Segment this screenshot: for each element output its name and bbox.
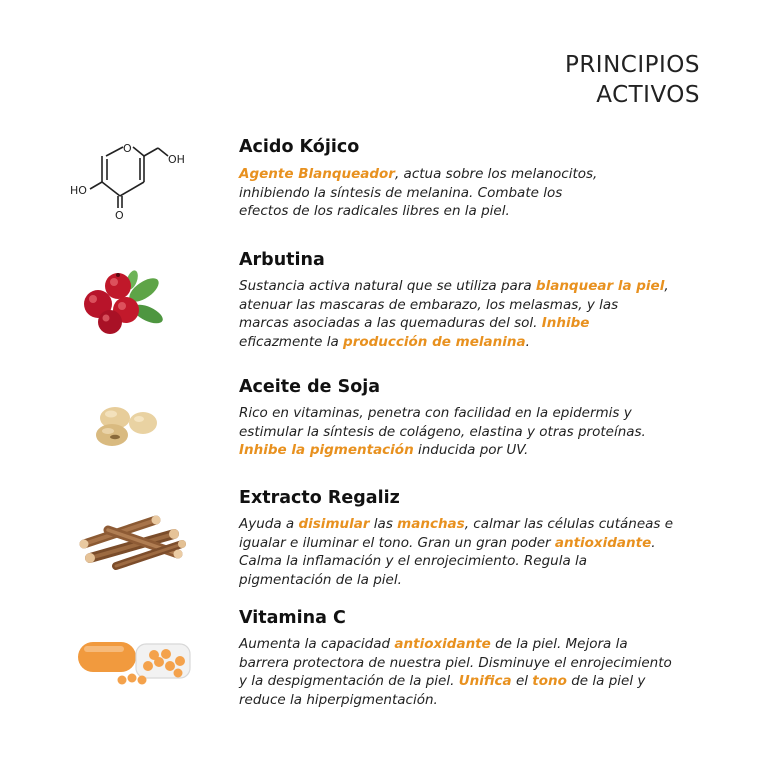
page-title [470, 50, 700, 110]
description-text: efectos de los radicales libres en la piel. [239, 203, 510, 219]
highlight-text: Agente Blanqueador [239, 166, 395, 182]
cranberries-icon [74, 262, 174, 340]
description-text: . [651, 534, 656, 551]
description-text: Ayuda a [239, 516, 299, 532]
ingredient-description [239, 404, 719, 460]
ingredient-description [239, 515, 719, 589]
molecule-label-ho-left: HO [70, 184, 87, 197]
kojic-acid-molecule-icon [60, 138, 200, 223]
page-title-line-1: PRINCIPIOS [564, 52, 700, 78]
highlight-text: blanquear la piel [535, 278, 665, 294]
description-text: , calmar las células cutáneas e [464, 516, 674, 532]
description-text: reduce la hiperpigmentación. [239, 691, 438, 708]
highlight-text: disimular [298, 516, 370, 532]
description-text: pigmentación de la piel. [239, 571, 402, 588]
ingredient-title: Arbutina [239, 250, 325, 270]
description-text: barrera protectora de nuestra piel. Disminuye el enrojecimiento [239, 654, 672, 671]
description-text: inhibiendo la síntesis de melanina. Combate los [239, 184, 563, 201]
highlight-text: producción de melanina [343, 333, 526, 350]
molecule-label-oh-top: OH [168, 153, 185, 166]
description-text: igualar e iluminar el tono. Gran un gran poder [239, 534, 555, 551]
description-text: marcas asociadas a las quemaduras del sol. [239, 315, 542, 331]
description-text: el [511, 673, 533, 689]
ingredient-description [239, 165, 719, 221]
description-text: y la despigmentación de la piel. [239, 673, 459, 689]
description-text: , [664, 278, 669, 294]
soybeans-icon [88, 398, 168, 454]
description-text: estimular la síntesis de colágeno, elastina y otras proteínas. [239, 423, 646, 440]
highlight-text: antioxidante [554, 534, 652, 551]
highlight-text: Inhibe [541, 315, 590, 331]
highlight-text: manchas [397, 516, 465, 532]
molecule-label-o-ring: O [123, 142, 132, 155]
description-text: Aumenta la capacidad [239, 636, 395, 652]
ingredient-title: Vitamina C [239, 608, 346, 628]
description-text: de la piel. Mejora la [490, 636, 628, 652]
ingredient-title: Acido Kójico [239, 137, 360, 157]
description-text: , actua sobre los melanocitos, [394, 166, 598, 182]
description-text: atenuar las mascaras de embarazo, los melasmas, y las [239, 296, 619, 313]
description-text: las [369, 516, 398, 532]
licorice-root-icon [70, 508, 190, 578]
ingredient-description [239, 635, 719, 709]
description-text: Calma la inflamación y el enrojecimiento. Regula la [239, 553, 588, 569]
highlight-text: tono [532, 673, 567, 689]
highlight-text: Inhibe la pigmentación [239, 442, 414, 458]
vitamin-c-capsules-icon [74, 636, 199, 686]
ingredient-description [239, 277, 719, 351]
ingredient-title: Extracto Regaliz [239, 488, 400, 508]
description-text: de la piel y [566, 673, 646, 689]
description-text: inducida por UV. [413, 442, 529, 458]
page-title-line-2: ACTIVOS [596, 82, 700, 108]
highlight-text: antioxidante [394, 636, 491, 652]
description-text: Rico en vitaminas, penetra con facilidad en la epidermis y [239, 405, 632, 421]
description-text: . [525, 333, 530, 350]
molecule-label-o-bottom: O [115, 209, 124, 222]
description-text: eficazmente la [239, 333, 344, 350]
ingredient-title: Aceite de Soja [239, 377, 381, 397]
description-text: Sustancia activa natural que se utiliza para [239, 278, 536, 294]
highlight-text: Unifica [458, 673, 512, 689]
